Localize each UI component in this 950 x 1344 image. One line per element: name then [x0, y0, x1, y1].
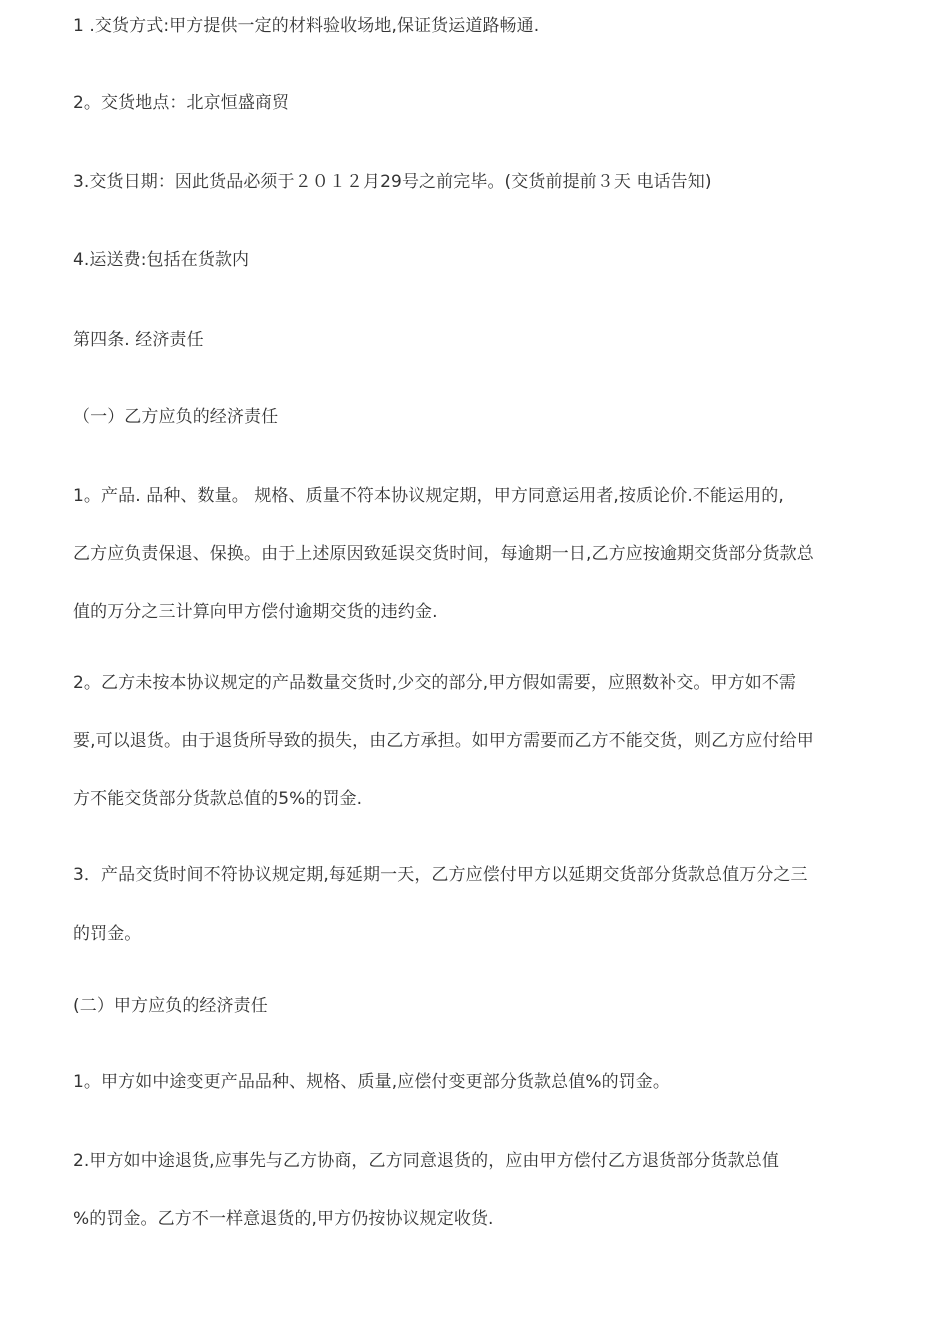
article-four-heading: 第四条. 经济责任 [73, 330, 204, 350]
delivery-method-line: 1 .交货方式:甲方提供一定的材料验收场地,保证货运道路畅通. [73, 16, 540, 36]
clause-b1-line-3: 值的万分之三计算向甲方偿付逾期交货的违约金. [73, 602, 438, 622]
clause-b3-line-1: 3．产品交货时间不符协议规定期,每延期一天，乙方应偿付甲方以延期交货部分货款总值万分之三 [73, 865, 808, 885]
clause-b2-line-3: 方不能交货部分货款总值的5%的罚金. [73, 789, 363, 809]
delivery-location-line: 2。交货地点：北京恒盛商贸 [73, 93, 290, 113]
clause-b3-line-2: 的罚金。 [73, 924, 142, 944]
clause-b2-line-1: 2。乙方未按本协议规定的产品数量交货时,少交的部分,甲方假如需要，应照数补交。甲方如不需 [73, 673, 797, 693]
shipping-fee-line: 4.运送费:包括在货款内 [73, 250, 250, 270]
clause-a2-line-2: %的罚金。乙方不一样意退货的,甲方仍按协议规定收货. [73, 1209, 494, 1229]
clause-b1-line-2: 乙方应负责保退、保换。由于上述原因致延误交货时间，每逾期一日,乙方应按逾期交货部分货款总 [73, 544, 814, 564]
clause-b2-line-2: 要,可以退货。由于退货所导致的损失，由乙方承担。如甲方需要而乙方不能交货，则乙方应付给甲 [73, 731, 814, 751]
party-b-liability-heading: （一）乙方应负的经济责任 [73, 407, 279, 427]
delivery-date-line: 3.交货日期：因此货品必须于２０１２月29号之前完毕。(交货前提前３天 电话告知) [73, 172, 712, 192]
clause-b1-line-1: 1。产品. 品种、数量。 规格、质量不符本协议规定期，甲方同意运用者,按质论价.不能运用的, [73, 486, 784, 506]
clause-a2-line-1: 2.甲方如中途退货,应事先与乙方协商，乙方同意退货的，应由甲方偿付乙方退货部分货款总值 [73, 1151, 779, 1171]
party-a-liability-heading: (二）甲方应负的经济责任 [73, 996, 268, 1016]
clause-a1-line: 1。甲方如中途变更产品品种、规格、质量,应偿付变更部分货款总值%的罚金。 [73, 1072, 670, 1092]
